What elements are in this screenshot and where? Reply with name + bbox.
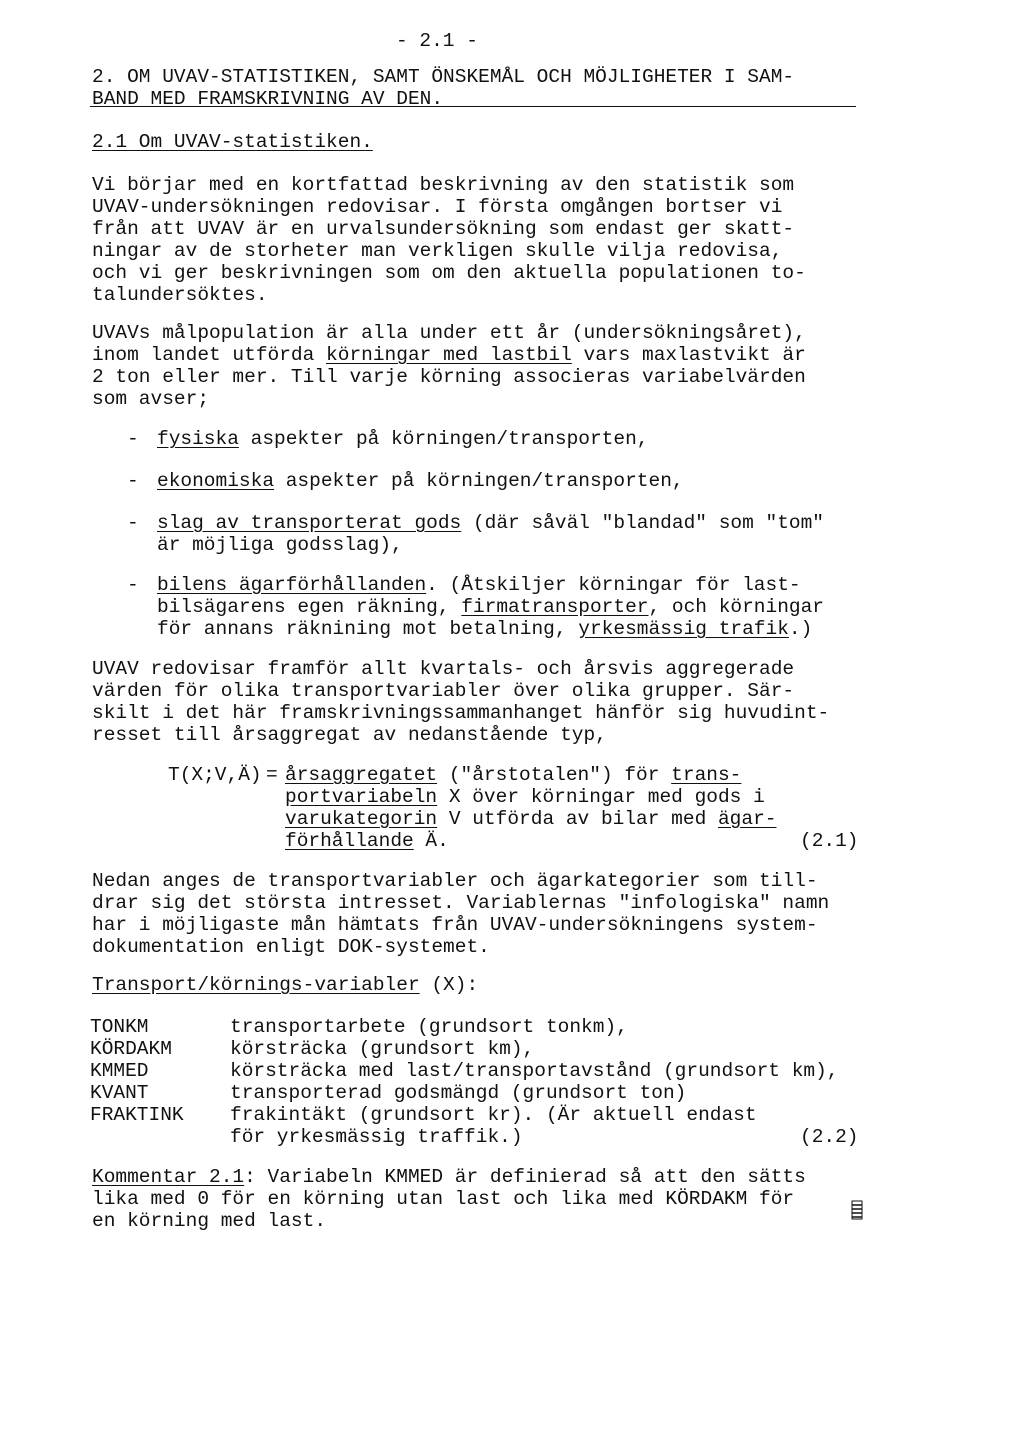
comment-line: en körning med last. [92,1210,327,1232]
text-run: aspekter på körningen/transporten, [238,428,649,450]
variable-description: körsträcka med last/transportavstånd (grundsort km), [230,1060,839,1082]
variable-code: KMMED [90,1060,149,1082]
paragraph-3-line: skilt i det här framskrivningssammanhanget hänför sig huvudint- [92,702,830,724]
bullet-item-cont: är möjliga godsslag), [157,534,403,556]
text-run: inom landet utförda [92,344,327,366]
paragraph-1-line: ningar av de storheter man verkligen skulle vilja redovisa, [92,240,783,262]
section-heading-line-1: 2. OM UVAV-STATISTIKEN, SAMT ÖNSKEMÅL OCH MÖJLIGHETER I SAM- [92,66,795,88]
underlined-term: årsaggregatet [285,764,438,786]
variable-description: transporterad godsmängd (grundsort ton) [230,1082,687,1104]
variable-code: TONKM [90,1016,149,1038]
paragraph-4-line: Nedan anges de transportvariabler och ägarkategorier som till- [92,870,818,892]
subsection-heading: 2.1 Om UVAV-statistiken. [92,131,373,153]
text-run: V utförda av bilar med [437,808,718,830]
text-run: vars maxlastvikt är [571,344,806,366]
formula-equals: = [266,764,278,786]
comment-label: Kommentar 2.1 [92,1166,245,1188]
paragraph-2-line: som avser; [92,388,210,410]
paragraph-3-line: UVAV redovisar framför allt kvartals- och årsvis aggregerade [92,658,795,680]
underlined-term: trans- [671,764,742,786]
bullet-dash: - [127,428,139,450]
paragraph-1-line: UVAV-undersökningen redovisar. I första omgången bortser vi [92,196,783,218]
text-run: för annans räknining mot betalning, [157,618,579,640]
bullet-item [157,470,684,492]
formula-line [285,786,765,808]
underlined-term: ägar- [717,808,777,830]
paragraph-3-line: resset till årsaggregat av nedanstående typ, [92,724,607,746]
bullet-item [157,574,801,596]
variables-heading [92,974,478,996]
underlined-term: varukategorin [285,808,438,830]
formula-line [285,830,449,852]
text-run: ("årstotalen") för [437,764,672,786]
variable-description: frakintäkt (grundsort kr). (Är aktuell endast [230,1104,757,1126]
underlined-term: portvariabeln [285,786,438,808]
paragraph-4-line: har i möjligaste mån hämtats från UVAV-undersökningens system- [92,914,818,936]
text-run: (X): [419,974,479,996]
comment-line [92,1166,806,1188]
underlined-term: förhållande [285,830,414,852]
text-run: bilsägarens egen räkning, [157,596,462,618]
variable-description: transportarbete (grundsort tonkm), [230,1016,628,1038]
underlined-term: firmatransporter [461,596,649,618]
paragraph-1-line: talundersöktes. [92,284,268,306]
underlined-term: Transport/körnings-variabler [92,974,420,996]
paragraph-2-line: 2 ton eller mer. Till varje körning associeras variabelvärden [92,366,806,388]
variable-code: FRAKTINK [90,1104,184,1126]
end-mark-icon [851,1200,863,1220]
paragraph-4-line: drar sig det största intresset. Variablernas "infologiska" namn [92,892,830,914]
paragraph-2-line [92,344,806,366]
paragraph-3-line: värden för olika transportvariabler över olika grupper. Sär- [92,680,795,702]
bullet-dash: - [127,470,139,492]
bullet-dash: - [127,512,139,534]
paragraph-2-line: UVAVs målpopulation är alla under ett år (undersökningsåret), [92,322,806,344]
underlined-term: bilens ägarförhållanden [157,574,427,596]
text-run: .) [788,618,813,640]
bullet-item-cont [157,596,824,618]
bullet-item [157,512,824,534]
paragraph-1-line: Vi börjar med en kortfattad beskrivning av den statistik som [92,174,795,196]
formula-line [285,764,741,786]
variable-code: KVANT [90,1082,149,1104]
text-run: Ä. [413,830,449,852]
equation-number: (2.2) [800,1126,859,1148]
underlined-term: slag av transporterat gods [157,512,462,534]
variable-description: körsträcka (grundsort km), [230,1038,535,1060]
underlined-term: ekonomiska [157,470,275,492]
text-run: . (Åtskiljer körningar för last- [426,574,801,596]
text-run: (där såväl "blandad" som "tom" [461,512,825,534]
paragraph-1-line: från att UVAV är en urvalsundersökning som endast ger skatt- [92,218,795,240]
underlined-term: fysiska [157,428,239,450]
section-heading-line-2: BAND MED FRAMSKRIVNING AV DEN. [92,88,444,110]
comment-line: lika med 0 för en körning utan last och lika med KÖRDAKM för [92,1188,795,1210]
formula-line [285,808,777,830]
formula-lhs: T(X;V,Ä) [168,764,262,786]
text-run: aspekter på körningen/transporten, [274,470,684,492]
paragraph-4-line: dokumentation enligt DOK-systemet. [92,936,490,958]
text-run: X över körningar med gods i [437,786,765,808]
page-number: - 2.1 - [396,30,478,52]
underlined-term: yrkesmässig trafik [578,618,789,640]
equation-number: (2.1) [800,830,859,852]
paragraph-1-line: och vi ger beskrivningen som om den aktuella populationen to- [92,262,806,284]
bullet-dash: - [127,574,139,596]
heading-underline [90,106,856,107]
variable-code: KÖRDAKM [90,1038,172,1060]
bullet-item [157,428,649,450]
variable-description-cont: för yrkesmässig traffik.) [230,1126,523,1148]
bullet-item-cont [157,618,812,640]
text-run: , och körningar [648,596,825,618]
text-run: : Variabeln KMMED är definierad så att den sätts [244,1166,806,1188]
underlined-term: körningar med lastbil [326,344,572,366]
